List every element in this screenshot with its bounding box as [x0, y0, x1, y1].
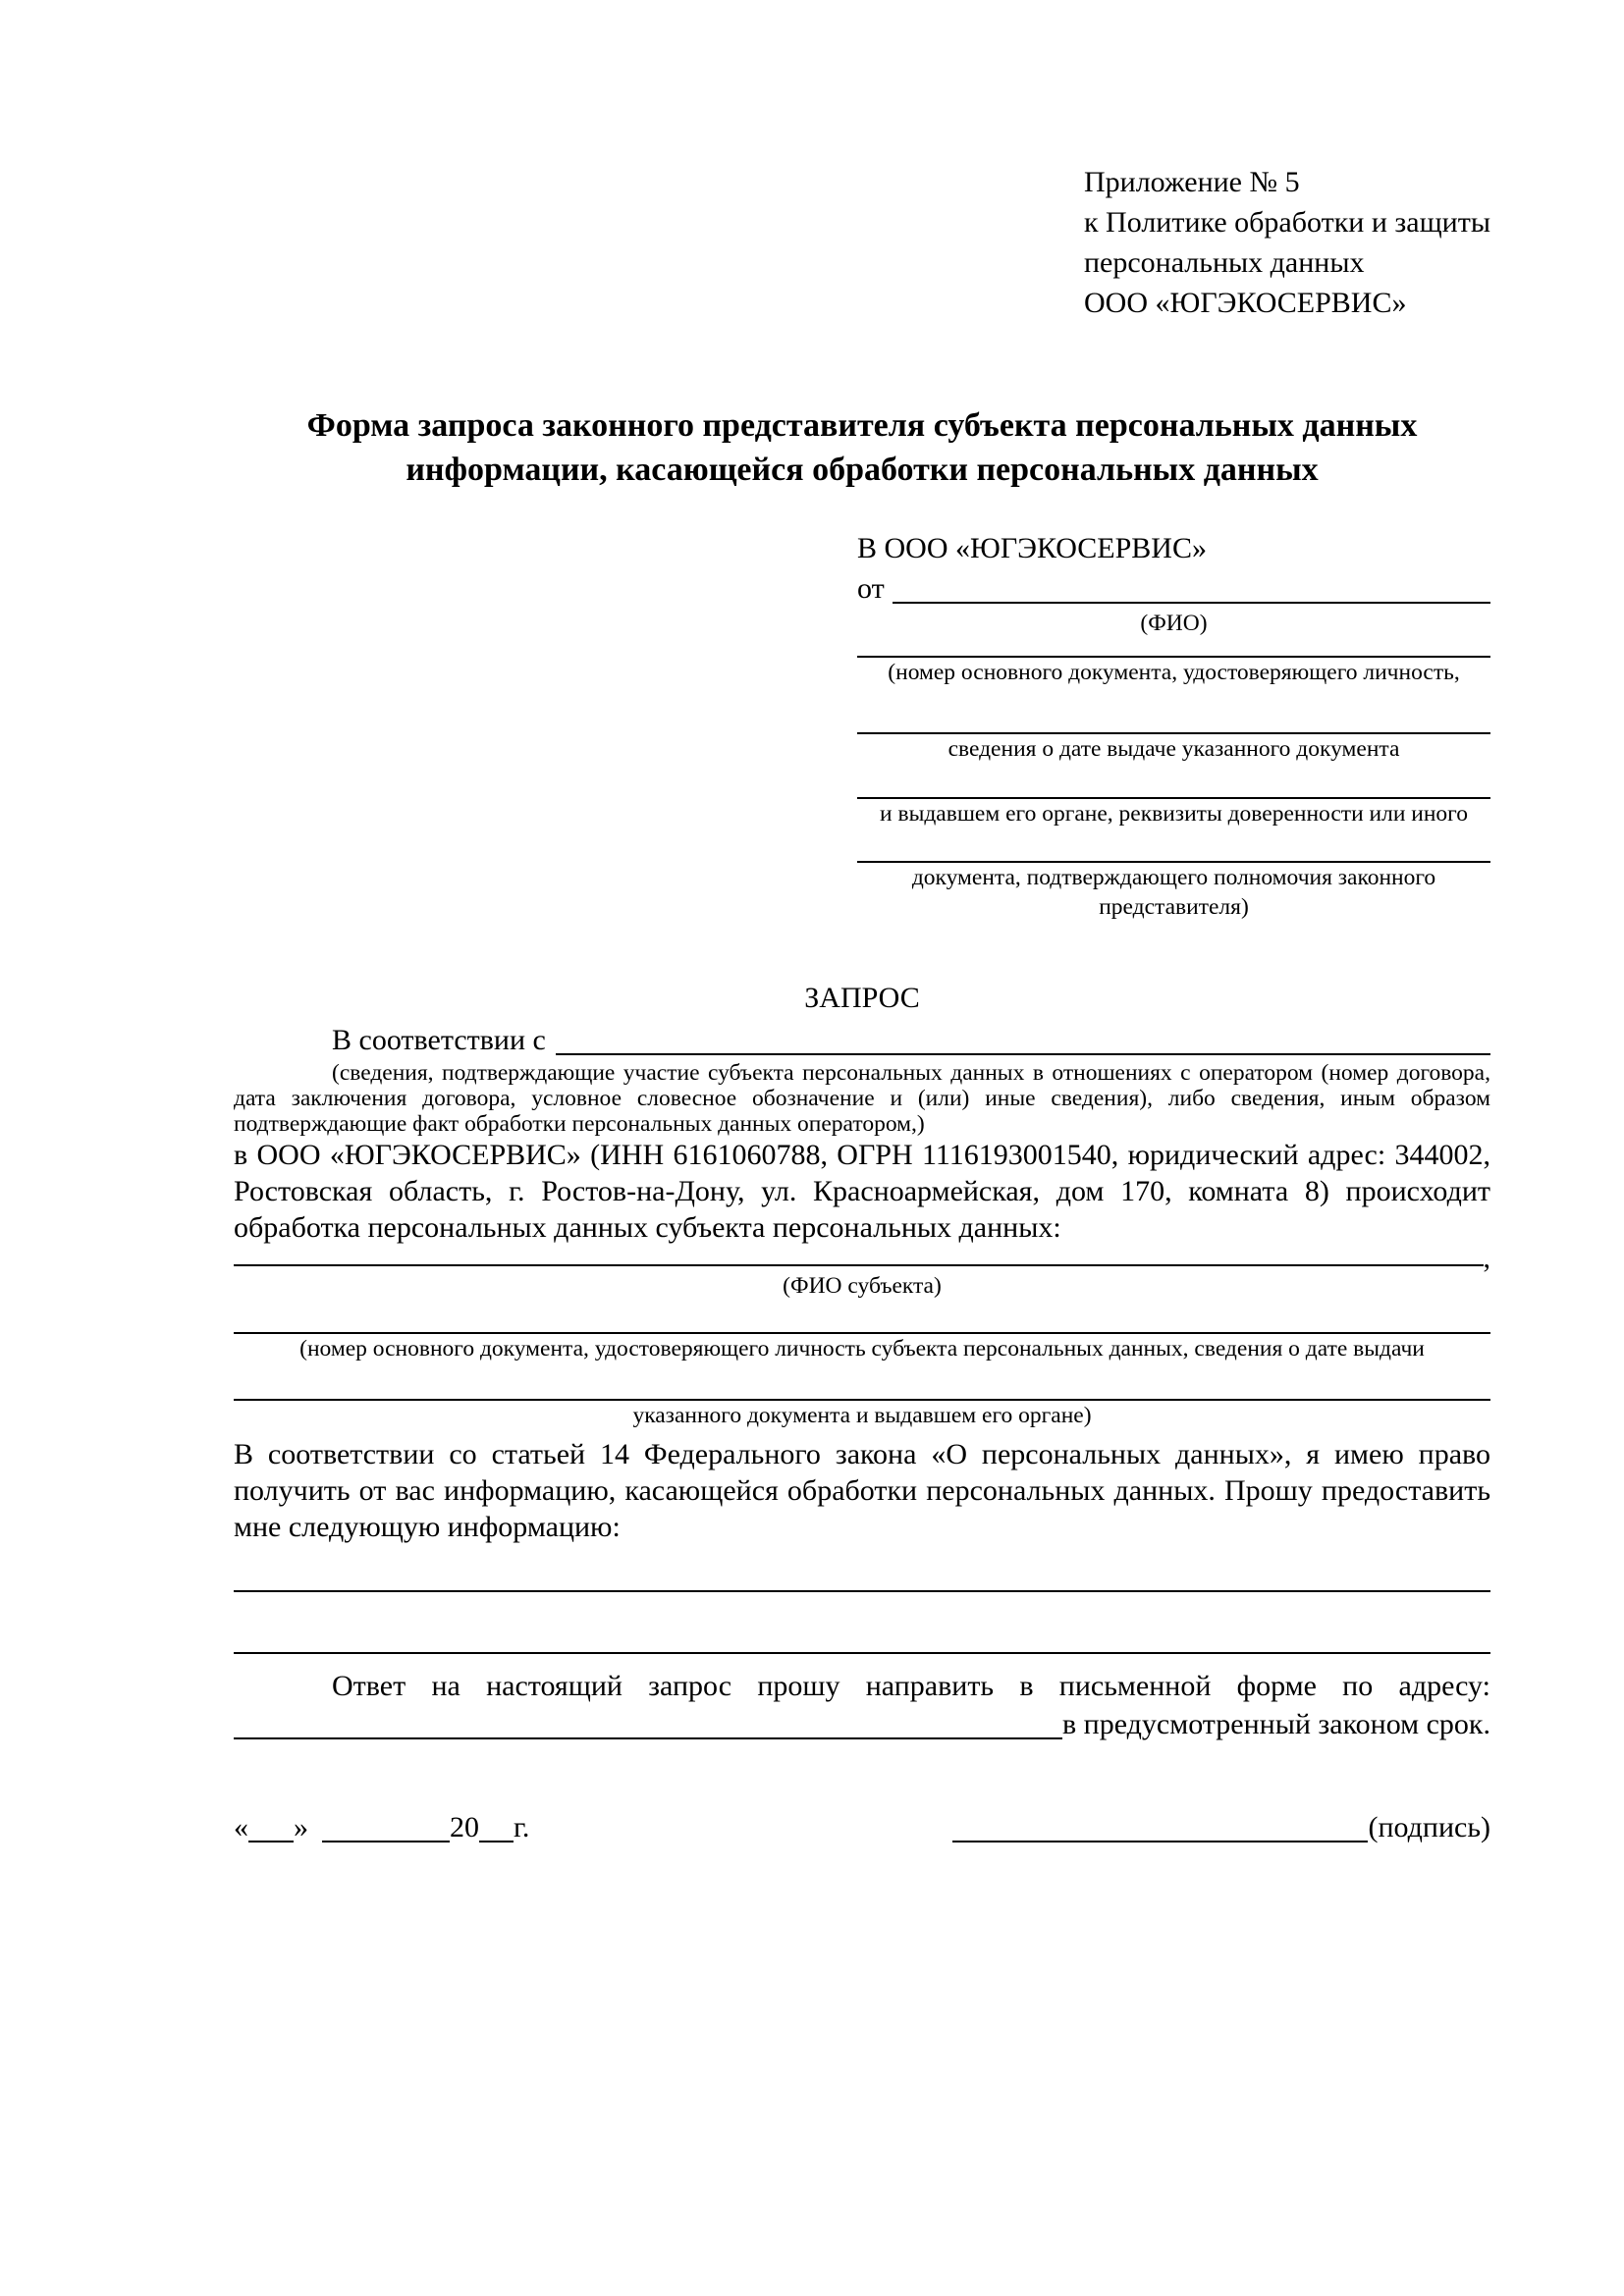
blank-line-doc-issuer	[857, 764, 1490, 799]
doc-caption: документа, подтверждающего полномочия законного представителя)	[911, 865, 1436, 920]
accordance-label: В соответствии с	[332, 1024, 546, 1056]
subject-fio-caption: (ФИО субъекта)	[783, 1273, 942, 1299]
appendix-line: персональных данных	[1083, 246, 1365, 279]
doc-caption: и выдавшем его органе, реквизиты доверенности или иного	[880, 801, 1468, 827]
fio-caption: (ФИО)	[1140, 611, 1208, 636]
blank-line-subject-fio	[234, 1264, 1484, 1266]
reply-address-row	[234, 1704, 1490, 1744]
appendix-block	[1084, 162, 1490, 323]
reply-paragraph: Ответ на настоящий запрос прошу направить в письменной форме по адресу:	[332, 1670, 1490, 1702]
blank-line-subject-doc-issuer	[234, 1363, 1490, 1401]
signature-group	[952, 1807, 1490, 1847]
subject-doc-caption: указанного документа и выдавшем его органе)	[632, 1403, 1092, 1428]
date-group	[234, 1807, 529, 1847]
from-label: от	[857, 572, 885, 605]
accordance-caption: (сведения, подтверждающие участие субъекта персональных данных в отношениях с оператором (номер договора, дата заключения договора, условное словесное обозначение и (или) иные сведения), либо сведения, иным образом подтверждающие факт обработки персональных данных оператором,)	[234, 1060, 1490, 1137]
accordance-row	[234, 1020, 1490, 1060]
addressee-block	[857, 528, 1490, 922]
blank-line-info-2	[234, 1592, 1490, 1654]
addressee-organization: В ООО «ЮГЭКОСЕРВИС»	[857, 532, 1207, 564]
blank-line-doc-number	[857, 638, 1490, 658]
doc-caption: (номер основного документа, удостоверяющего личность,	[888, 660, 1460, 685]
appendix-line: Приложение № 5	[1083, 166, 1300, 198]
appendix-line: ООО «ЮГЭКОСЕРВИС»	[1083, 287, 1407, 319]
doc-caption: сведения о дате выдаче указанного документа	[947, 736, 1400, 762]
blank-line-fio	[893, 602, 1490, 604]
law-paragraph: В соответствии со статьей 14 Федерального закона «О персональных данных», я имею право получить от вас информацию, касающейся обработки персональных данных. Прошу предоставить мне следующую информацию:	[234, 1438, 1490, 1543]
blank-line-info-1	[234, 1545, 1490, 1592]
footer-row	[234, 1807, 1490, 1847]
year-suffix: г.	[514, 1811, 530, 1843]
operator-paragraph: в ООО «ЮГЭКОСЕРВИС» (ИНН 6161060788, ОГРН 1116193001540, юридический адрес: 344002, Ростовская область, г. Ростов-на-Дону, ул. Красноармейская, дом 170, комната 8) происходит обработка персональных данных субъекта персональных данных:	[234, 1139, 1490, 1244]
subject-fio-row	[234, 1242, 1490, 1274]
year-prefix: 20	[450, 1811, 479, 1843]
request-heading: ЗАПРОС	[804, 982, 920, 1014]
comma: ,	[1483, 1242, 1490, 1274]
blank-line-month	[322, 1841, 450, 1842]
blank-line-doc-authority	[857, 828, 1490, 863]
appendix-line: к Политике обработки и защиты	[1083, 206, 1490, 239]
blank-line-accordance	[556, 1053, 1490, 1055]
quote-close: »	[294, 1811, 308, 1843]
subject-doc-caption: (номер основного документа, удостоверяющего личность субъекта персональных данных, сведения о дате выдачи	[299, 1336, 1425, 1362]
blank-line-subject-doc	[234, 1301, 1490, 1334]
quote-open: «	[234, 1811, 248, 1843]
reply-tail: в предусмотренный законом срок.	[1062, 1708, 1490, 1740]
blank-line-signature	[952, 1841, 1368, 1842]
blank-line-year	[479, 1841, 514, 1842]
signature-caption: (подпись)	[1368, 1811, 1490, 1843]
from-row	[857, 568, 1490, 609]
document-title: Форма запроса законного представителя субъекта персональных данных информации, касающейся обработки персональных данных	[306, 407, 1418, 488]
blank-line-doc-date	[857, 687, 1490, 734]
blank-line-reply-address	[234, 1737, 1062, 1739]
blank-line-day	[248, 1841, 294, 1842]
